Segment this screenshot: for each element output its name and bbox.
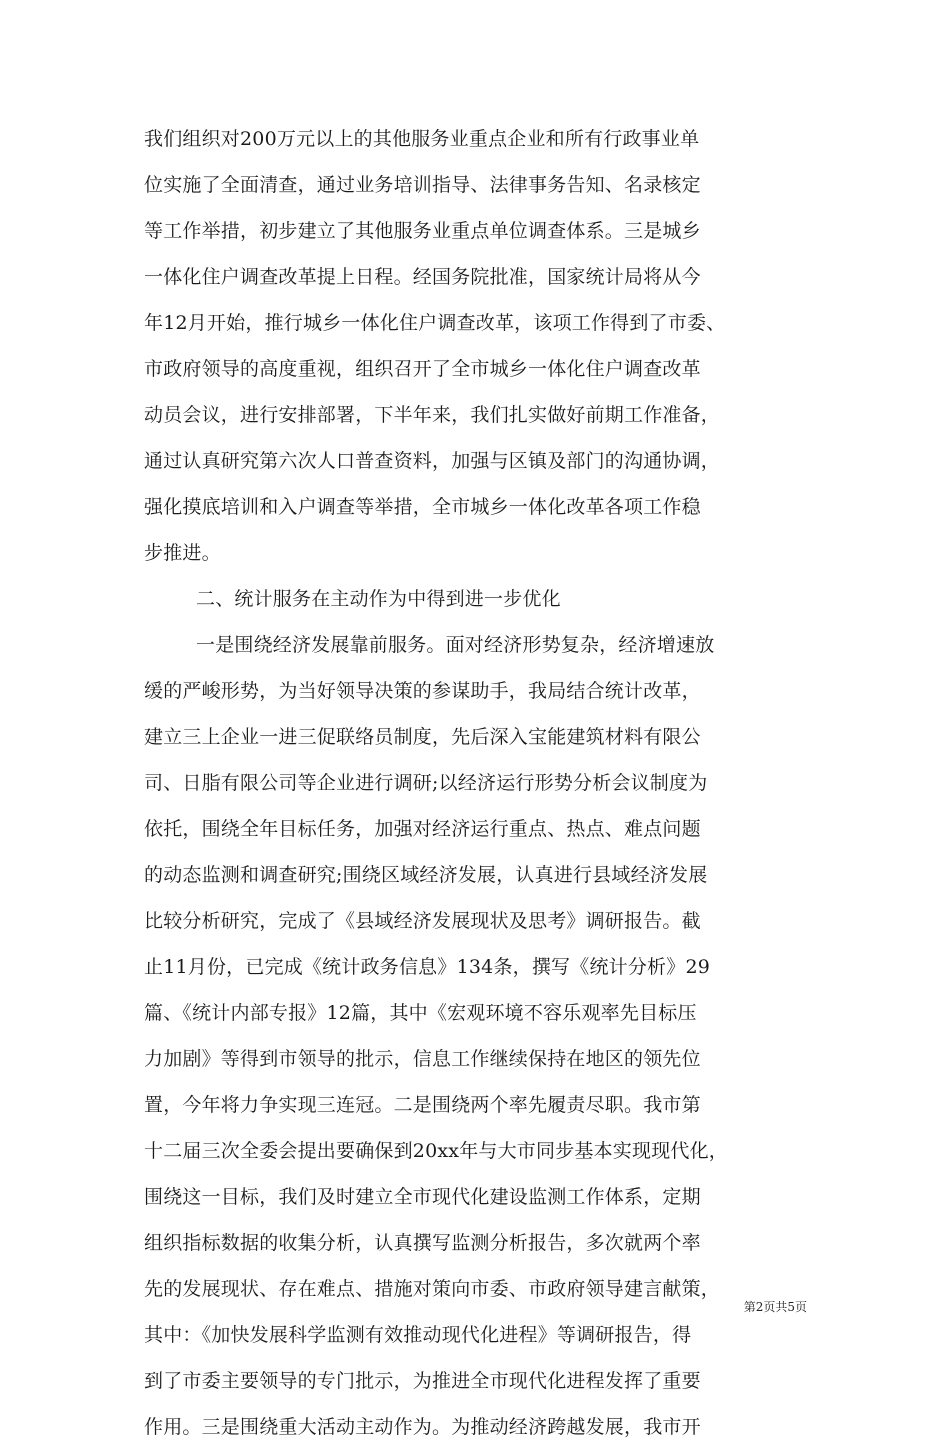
text-line: 力加剧》等得到市领导的批示，信息工作继续保持在地区的领先位 (144, 1048, 701, 1070)
text-line: 一是围绕经济发展靠前服务。面对经济形势复杂，经济增速放 (196, 634, 715, 656)
text-line: 动员会议，进行安排部署，下半年来，我们扎实做好前期工作准备， (144, 404, 721, 426)
text-line: 止11月份，已完成《统计政务信息》134条，撰写《统计分析》29 (144, 956, 711, 978)
text-line: 二、统计服务在主动作为中得到进一步优化 (196, 588, 561, 610)
page-number: 第2页共5页 (743, 1300, 807, 1314)
text-line: 缓的严峻形势，为当好领导决策的参谋助手，我局结合统计改革， (144, 680, 701, 702)
text-line: 司、日脂有限公司等企业进行调研;以经济运行形势分析会议制度为 (144, 772, 708, 794)
text-line: 我们组织对200万元以上的其他服务业重点企业和所有行政事业单 (144, 128, 700, 150)
text-line: 篇、《统计内部专报》12篇，其中《宏观环境不容乐观率先目标压 (144, 1002, 697, 1024)
text-line: 依托，围绕全年目标任务，加强对经济运行重点、热点、难点问题 (144, 818, 701, 840)
text-line: 步推进。 (144, 542, 221, 564)
text-line: 强化摸底培训和入户调查等举措，全市城乡一体化改革各项工作稳 (144, 496, 701, 518)
text-line: 通过认真研究第六次人口普查资料，加强与区镇及部门的沟通协调， (144, 450, 721, 472)
text-line: 建立三上企业一进三促联络员制度，先后深入宝能建筑材料有限公 (144, 726, 701, 748)
text-line: 先的发展现状、存在难点、措施对策向市委、市政府领导建言献策， (144, 1278, 721, 1300)
text-line: 置，今年将力争实现三连冠。二是围绕两个率先履责尽职。我市第 (144, 1094, 701, 1116)
text-line: 等工作举措，初步建立了其他服务业重点单位调查体系。三是城乡 (144, 220, 701, 242)
text-line: 一体化住户调查改革提上日程。经国务院批准，国家统计局将从今 (144, 266, 701, 288)
text-line: 其中：《加快发展科学监测有效推动现代化进程》等调研报告，得 (144, 1324, 692, 1346)
text-line: 作用。三是围绕重大活动主动作为。为推动经济跨越发展，我市开 (144, 1416, 701, 1438)
text-line: 组织指标数据的收集分析，认真撰写监测分析报告，多次就两个率 (144, 1232, 701, 1254)
text-line: 十二届三次全委会提出要确保到20xx年与大市同步基本实现现代化， (144, 1140, 729, 1162)
text-line: 比较分析研究，完成了《县域经济发展现状及思考》调研报告。截 (144, 910, 701, 932)
text-line: 市政府领导的高度重视，组织召开了全市城乡一体化住户调查改革 (144, 358, 701, 380)
text-line: 位实施了全面清查，通过业务培训指导、法律事务告知、名录核定 (144, 174, 701, 196)
text-line: 围绕这一目标，我们及时建立全市现代化建设监测工作体系，定期 (144, 1186, 701, 1208)
text-line: 到了市委主要领导的专门批示，为推进全市现代化进程发挥了重要 (144, 1370, 701, 1392)
document-body (144, 116, 810, 1450)
text-line: 的动态监测和调查研究;围绕区域经济发展，认真进行县域经济发展 (144, 864, 708, 886)
text-line: 年12月开始，推行城乡一体化住户调查改革，该项工作得到了市委、 (144, 312, 726, 334)
